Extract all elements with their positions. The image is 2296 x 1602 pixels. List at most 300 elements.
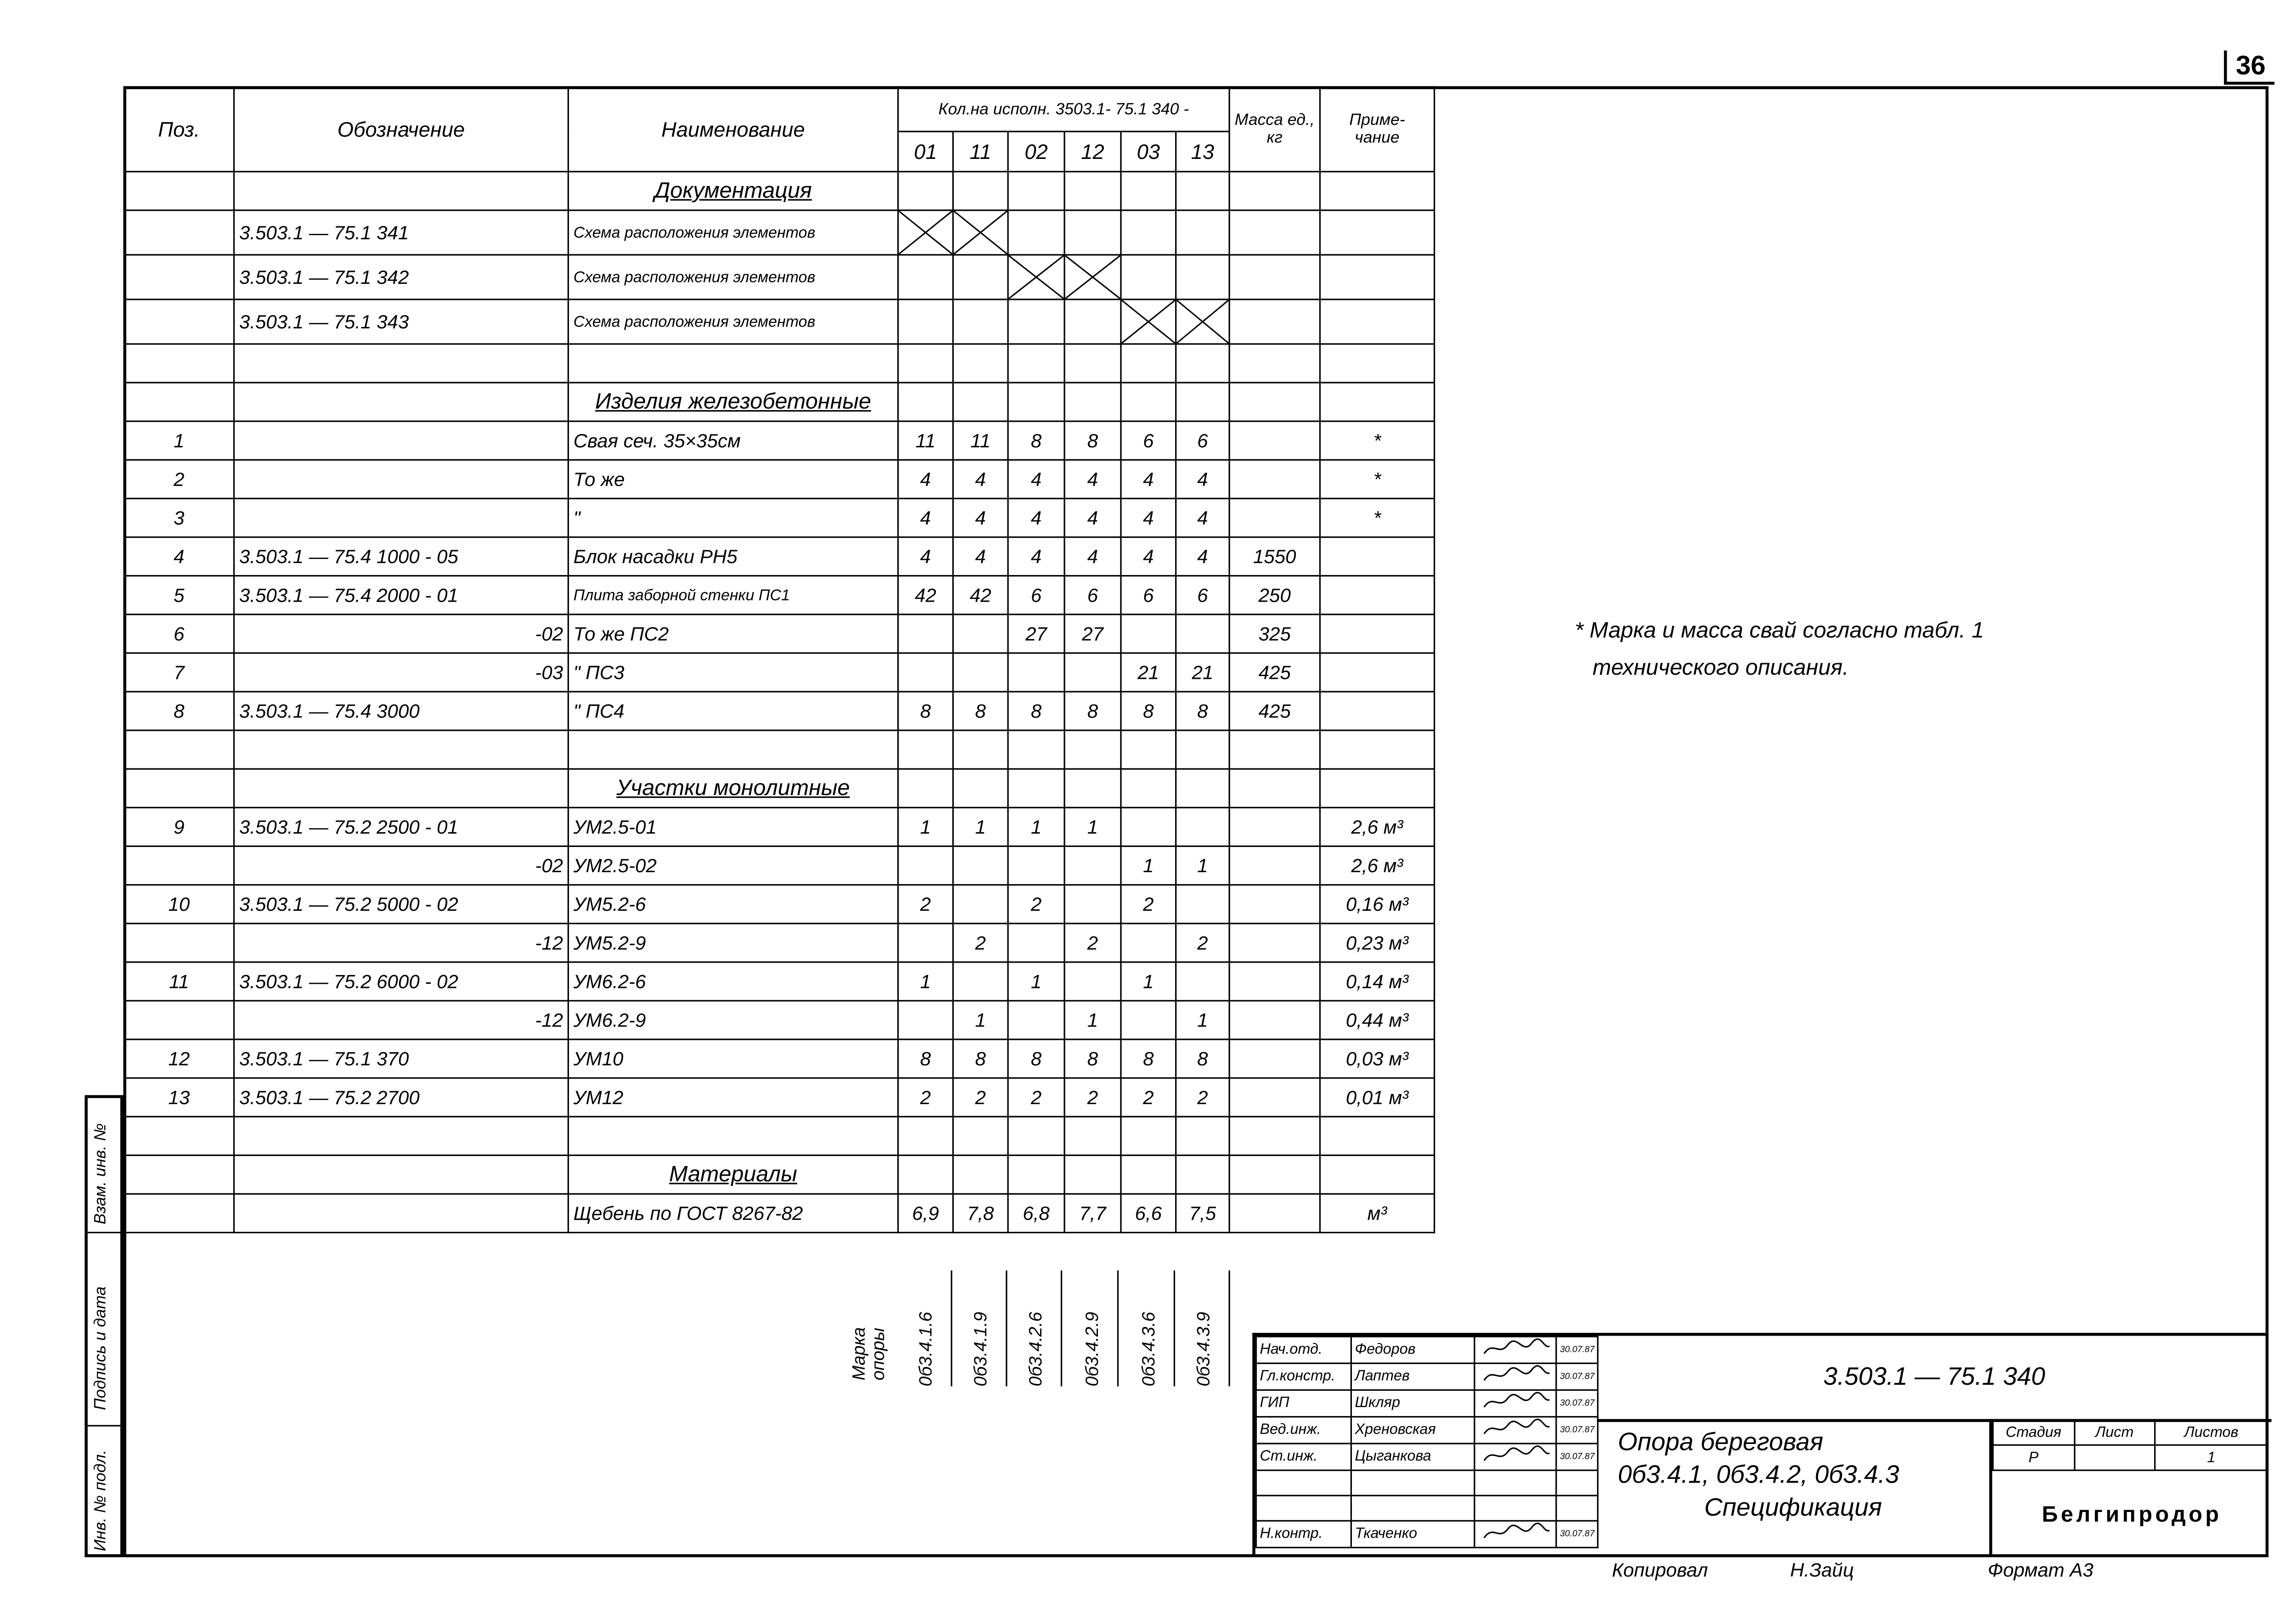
- cell-note: 0,03 м³: [1320, 1039, 1434, 1078]
- cell-qty: [953, 653, 1008, 692]
- cell-qty: 2: [898, 1078, 953, 1117]
- section-row: [124, 383, 1434, 421]
- cell-empty: [1176, 769, 1229, 807]
- cell-designation: 3.503.1 — 75.4 2000 - 01: [234, 576, 568, 615]
- cell-name: [568, 1117, 898, 1155]
- cell-empty: [234, 1155, 568, 1194]
- title-block: [1252, 1333, 2268, 1557]
- cell-qty: [1008, 1001, 1064, 1039]
- cell-designation: [234, 344, 568, 383]
- cell-qty: 8: [953, 1039, 1008, 1078]
- signer-role: ГИП: [1256, 1390, 1351, 1417]
- cell-note: *: [1320, 421, 1434, 460]
- cell-qty: 6: [1176, 576, 1229, 615]
- cell-pos: 3: [124, 498, 234, 537]
- cell-empty: [1176, 383, 1229, 421]
- cell-empty: [1064, 769, 1121, 807]
- cell-qty: 8: [1064, 692, 1121, 730]
- cell-qty: [1121, 615, 1176, 653]
- table-row: [124, 885, 1434, 924]
- cell-qty: 7,8: [953, 1194, 1008, 1232]
- cell-qty: [953, 615, 1008, 653]
- footnote: [1575, 612, 1984, 687]
- cell-qty: [1176, 615, 1229, 653]
- cell-qty-crossed: [1008, 255, 1064, 299]
- cell-pos: [124, 924, 234, 962]
- cell-qty: [1008, 653, 1064, 692]
- cell-qty: [1176, 344, 1229, 383]
- signer-row: [1256, 1363, 1598, 1390]
- signature: [1474, 1470, 1556, 1495]
- cell-qty: 4: [1121, 537, 1176, 576]
- cell-qty: [898, 653, 953, 692]
- cell-qty-crossed: [1064, 255, 1121, 299]
- cell-designation: 3.503.1 — 75.2 2700: [234, 1078, 568, 1117]
- cell-mass: [1229, 1001, 1320, 1039]
- cell-mass: [1229, 460, 1320, 498]
- cell-qty: 4: [898, 460, 953, 498]
- header-name: Наименование: [568, 87, 898, 171]
- cell-empty: [1121, 383, 1176, 421]
- cell-empty: [1229, 172, 1320, 210]
- table-row: [124, 460, 1434, 498]
- table-row: [124, 299, 1434, 344]
- table-row: [124, 924, 1434, 962]
- cell-qty: [1064, 299, 1121, 344]
- cell-qty: 2: [1008, 1078, 1064, 1117]
- cell-mass: [1229, 1117, 1320, 1155]
- signer-role: [1256, 1495, 1351, 1521]
- header-variant: 02: [1008, 131, 1064, 171]
- cell-qty: [1121, 924, 1176, 962]
- cell-mass: [1229, 962, 1320, 1001]
- header-variant: 13: [1176, 131, 1229, 171]
- cell-qty: [1008, 344, 1064, 383]
- signature-scribble-icon: [1478, 1444, 1553, 1465]
- cell-qty: 11: [898, 421, 953, 460]
- cell-qty: 4: [1008, 537, 1064, 576]
- cross-mark-icon: [1122, 300, 1175, 344]
- cell-qty: 2: [953, 924, 1008, 962]
- support-mark-cell: [1064, 1270, 1119, 1386]
- cell-designation: [234, 1117, 568, 1155]
- cell-qty: 1: [953, 807, 1008, 846]
- cell-note: [1320, 653, 1434, 692]
- cross-mark-icon: [1009, 255, 1064, 299]
- cell-note: 2,6 м³: [1320, 846, 1434, 885]
- cell-name: [568, 730, 898, 769]
- cell-designation: -12: [234, 924, 568, 962]
- cell-name: То же: [568, 460, 898, 498]
- support-mark: 0б3.4.1.6: [915, 1312, 936, 1387]
- stamp-sign-date: Подпись и дата: [92, 1286, 110, 1410]
- cell-name: " ПС4: [568, 692, 898, 730]
- cell-name: Свая сеч. 35×35см: [568, 421, 898, 460]
- cell-qty: 42: [898, 576, 953, 615]
- cell-empty: [234, 383, 568, 421]
- cell-name: УМ2.5-01: [568, 807, 898, 846]
- cell-pos: 10: [124, 885, 234, 924]
- cell-qty: 1: [1064, 807, 1121, 846]
- cell-note: 0,01 м³: [1320, 1078, 1434, 1117]
- sheet-value: [2074, 1445, 2155, 1470]
- cell-qty: 2: [1064, 1078, 1121, 1117]
- cell-pos: 12: [124, 1039, 234, 1078]
- cell-pos: [124, 730, 234, 769]
- cell-qty: 6: [1121, 421, 1176, 460]
- cell-qty: [1176, 730, 1229, 769]
- cell-qty: [1008, 924, 1064, 962]
- cell-name: УМ6.2-9: [568, 1001, 898, 1039]
- cell-qty: 6: [1008, 576, 1064, 615]
- section-row: [124, 769, 1434, 807]
- table-row: [124, 421, 1434, 460]
- cell-qty: 2: [1176, 924, 1229, 962]
- cell-name: УМ6.2-6: [568, 962, 898, 1001]
- header-qty-group: Кол.на исполн. 3503.1- 75.1 340 -: [898, 87, 1229, 131]
- cell-qty: [898, 1117, 953, 1155]
- signature: [1474, 1363, 1556, 1390]
- table-row: [124, 807, 1434, 846]
- signer-role: Гл.констр.: [1256, 1363, 1351, 1390]
- header-pos: Поз.: [124, 87, 234, 171]
- cell-qty: [953, 255, 1008, 299]
- cell-note: 0,44 м³: [1320, 1001, 1434, 1039]
- cell-empty: [1064, 172, 1121, 210]
- cell-qty: 2: [1121, 885, 1176, 924]
- cell-empty: [124, 769, 234, 807]
- signer-role: Нач.отд.: [1256, 1337, 1351, 1363]
- support-mark-cell: [1175, 1270, 1230, 1386]
- cell-qty: [1064, 1117, 1121, 1155]
- cell-qty: 4: [1121, 460, 1176, 498]
- signer-row: [1256, 1337, 1598, 1363]
- cell-qty-crossed: [898, 210, 953, 255]
- cell-mass: [1229, 421, 1320, 460]
- cell-qty: 42: [953, 576, 1008, 615]
- stage-value: Р: [1993, 1445, 2074, 1470]
- signature: [1474, 1417, 1556, 1444]
- cell-qty: 1: [1176, 1001, 1229, 1039]
- cell-note: м³: [1320, 1194, 1434, 1232]
- table-row: [124, 498, 1434, 537]
- cell-empty: [898, 769, 953, 807]
- header-mass: Масса ед., кг: [1229, 87, 1320, 171]
- table-row: [124, 1039, 1434, 1078]
- cell-pos: [124, 1117, 234, 1155]
- cell-qty: 21: [1176, 653, 1229, 692]
- cell-qty: [1008, 846, 1064, 885]
- header-note: Приме- чание: [1320, 87, 1434, 171]
- cell-name: УМ2.5-02: [568, 846, 898, 885]
- cell-note: *: [1320, 498, 1434, 537]
- copied-label: Копировал: [1612, 1558, 1708, 1581]
- sign-date: 30.07.87: [1556, 1417, 1598, 1444]
- cell-mass: 1550: [1229, 537, 1320, 576]
- cell-designation: 3.503.1 — 75.4 1000 - 05: [234, 537, 568, 576]
- cell-empty: [1176, 172, 1229, 210]
- sign-date: 30.07.87: [1556, 1444, 1598, 1470]
- table-row: [124, 615, 1434, 653]
- table-row: [124, 210, 1434, 255]
- sign-date: 30.07.87: [1556, 1521, 1598, 1547]
- cell-empty: [898, 1155, 953, 1194]
- cell-qty: 8: [1121, 1039, 1176, 1078]
- cell-note: [1320, 537, 1434, 576]
- cell-qty: 6: [1176, 421, 1229, 460]
- section-title: Участки монолитные: [568, 769, 898, 807]
- title-line: Опора береговая: [1618, 1428, 1823, 1456]
- cell-qty: [1008, 299, 1064, 344]
- cell-qty: 2: [953, 1078, 1008, 1117]
- table-row: [124, 1194, 1434, 1232]
- cell-qty: [898, 730, 953, 769]
- cell-mass: [1229, 807, 1320, 846]
- footnote-line: * Марка и масса свай согласно табл. 1: [1575, 618, 1984, 643]
- signer-row: [1256, 1390, 1598, 1417]
- cell-empty: [1121, 769, 1176, 807]
- cell-note: *: [1320, 460, 1434, 498]
- table-row: [124, 962, 1434, 1001]
- cell-name: УМ5.2-9: [568, 924, 898, 962]
- cell-designation: [234, 460, 568, 498]
- cell-qty: 8: [898, 1039, 953, 1078]
- cell-designation: -02: [234, 615, 568, 653]
- cell-pos: [124, 299, 234, 344]
- cell-empty: [1320, 769, 1434, 807]
- cell-pos: 2: [124, 460, 234, 498]
- signature: [1474, 1521, 1556, 1547]
- cell-qty: [1008, 730, 1064, 769]
- cell-qty: [1176, 255, 1229, 299]
- cell-note: [1320, 576, 1434, 615]
- cell-designation: 3.503.1 — 75.1 343: [234, 299, 568, 344]
- cell-qty: 8: [1176, 692, 1229, 730]
- sign-date: 30.07.87: [1556, 1337, 1598, 1363]
- cell-mass: [1229, 924, 1320, 962]
- cell-note: 0,14 м³: [1320, 962, 1434, 1001]
- cell-qty: [1121, 344, 1176, 383]
- cell-pos: [124, 846, 234, 885]
- signer-role: Ст.инж.: [1256, 1444, 1351, 1470]
- copied-signature: Н.Зайц: [1790, 1558, 1854, 1581]
- cross-mark-icon: [899, 211, 952, 254]
- cell-qty: 6: [1121, 576, 1176, 615]
- cell-qty: [898, 255, 953, 299]
- signers-table: [1255, 1336, 1599, 1548]
- cell-qty: 4: [953, 537, 1008, 576]
- support-mark-cell: [1007, 1270, 1062, 1386]
- cell-designation: -03: [234, 653, 568, 692]
- cell-designation: 3.503.1 — 75.2 5000 - 02: [234, 885, 568, 924]
- cell-qty: 8: [898, 692, 953, 730]
- cell-qty: 6,8: [1008, 1194, 1064, 1232]
- cell-note: [1320, 210, 1434, 255]
- cell-qty: 2: [1121, 1078, 1176, 1117]
- cell-qty: 1: [1121, 846, 1176, 885]
- cell-qty: 1: [898, 962, 953, 1001]
- cell-qty: [898, 846, 953, 885]
- table-row: [124, 1078, 1434, 1117]
- cell-qty: [1176, 807, 1229, 846]
- cell-mass: [1229, 498, 1320, 537]
- signature-scribble-icon: [1478, 1364, 1553, 1385]
- section-row: [124, 172, 1434, 210]
- cell-qty: 8: [1064, 421, 1121, 460]
- cell-note: [1320, 730, 1434, 769]
- cell-qty: 7,7: [1064, 1194, 1121, 1232]
- cell-qty: 4: [953, 460, 1008, 498]
- cell-note: [1320, 299, 1434, 344]
- cell-qty: [898, 1001, 953, 1039]
- cell-name: Схема расположения элементов: [568, 255, 898, 299]
- signer-name: Федоров: [1351, 1337, 1474, 1363]
- cell-designation: [234, 421, 568, 460]
- table-row: [124, 255, 1434, 299]
- cell-mass: [1229, 1194, 1320, 1232]
- signature-scribble-icon: [1478, 1522, 1553, 1542]
- sheets-label: Листов: [2155, 1420, 2268, 1445]
- signature: [1474, 1495, 1556, 1521]
- signer-row: [1256, 1417, 1598, 1444]
- cell-qty: 6: [1064, 576, 1121, 615]
- cell-mass: [1229, 1078, 1320, 1117]
- cell-pos: [124, 1194, 234, 1232]
- cell-designation: -12: [234, 1001, 568, 1039]
- cell-empty: [1008, 769, 1064, 807]
- cell-qty: 1: [1008, 807, 1064, 846]
- header-variant: 11: [953, 131, 1008, 171]
- sheet-label: Лист: [2074, 1420, 2155, 1445]
- cell-pos: 11: [124, 962, 234, 1001]
- support-mark: 0б3.4.2.9: [1081, 1312, 1103, 1387]
- section-title: Изделия железобетонные: [568, 383, 898, 421]
- cell-designation: 3.503.1 — 75.1 342: [234, 255, 568, 299]
- cell-empty: [1229, 769, 1320, 807]
- cell-qty: 11: [953, 421, 1008, 460]
- cell-qty: 4: [1121, 498, 1176, 537]
- cell-designation: 3.503.1 — 75.4 3000: [234, 692, 568, 730]
- cell-qty: 4: [1064, 537, 1121, 576]
- table-row: [124, 846, 1434, 885]
- cell-name: Блок насадки РН5: [568, 537, 898, 576]
- document-title: [1597, 1419, 1992, 1557]
- table-row: [124, 1117, 1434, 1155]
- cell-pos: 4: [124, 537, 234, 576]
- cell-note: [1320, 344, 1434, 383]
- page-number: 36: [2224, 51, 2274, 85]
- section-title: Материалы: [568, 1155, 898, 1194]
- signer-name: [1351, 1470, 1474, 1495]
- left-stamp: [84, 1095, 123, 1557]
- specification-table: [124, 86, 1435, 1234]
- cell-pos: [124, 210, 234, 255]
- title-line: Спецификация: [1704, 1493, 1882, 1522]
- table-row: [124, 576, 1434, 615]
- cell-empty: [1320, 1155, 1434, 1194]
- cell-qty: 2: [898, 885, 953, 924]
- cell-mass: 250: [1229, 576, 1320, 615]
- cell-qty: 2: [1008, 885, 1064, 924]
- cell-empty: [234, 172, 568, 210]
- cell-qty: 6,9: [898, 1194, 953, 1232]
- cell-note: 2,6 м³: [1320, 807, 1434, 846]
- cell-qty: [953, 730, 1008, 769]
- cell-note: [1320, 1117, 1434, 1155]
- cell-mass: [1229, 299, 1320, 344]
- cell-qty: [1176, 885, 1229, 924]
- cell-name: УМ5.2-6: [568, 885, 898, 924]
- signer-name: [1351, 1495, 1474, 1521]
- sign-date: 30.07.87: [1556, 1363, 1598, 1390]
- signer-name: Лаптев: [1351, 1363, 1474, 1390]
- stamp-replacement-inv: Взам. инв. №: [92, 1123, 110, 1224]
- cell-mass: [1229, 1039, 1320, 1078]
- signer-name: Ткаченко: [1351, 1521, 1474, 1547]
- support-mark-label-cell: [844, 1270, 897, 1386]
- cell-qty-crossed: [953, 210, 1008, 255]
- cell-mass: [1229, 255, 1320, 299]
- cell-name: Щебень по ГОСТ 8267-82: [568, 1194, 898, 1232]
- cell-qty: 4: [1176, 498, 1229, 537]
- cell-qty: 27: [1064, 615, 1121, 653]
- cell-qty: [1121, 255, 1176, 299]
- table-row: [124, 1001, 1434, 1039]
- support-mark: 0б3.4.1.9: [970, 1312, 991, 1387]
- cell-mass: 325: [1229, 615, 1320, 653]
- cell-qty-crossed: [1121, 299, 1176, 344]
- cell-empty: [898, 172, 953, 210]
- cell-empty: [1008, 1155, 1064, 1194]
- cell-qty: [1064, 653, 1121, 692]
- signer-row: [1256, 1495, 1598, 1521]
- cell-qty: [1064, 962, 1121, 1001]
- cell-empty: [124, 1155, 234, 1194]
- cell-pos: [124, 255, 234, 299]
- signer-name: Шкляр: [1351, 1390, 1474, 1417]
- cell-qty: [898, 924, 953, 962]
- cell-qty: [953, 885, 1008, 924]
- cell-name: УМ10: [568, 1039, 898, 1078]
- sign-date: 30.07.87: [1556, 1390, 1598, 1417]
- table-row: [124, 653, 1434, 692]
- cell-qty: [1176, 1117, 1229, 1155]
- signer-row: [1256, 1521, 1598, 1547]
- cell-qty: [1008, 210, 1064, 255]
- section-row: [124, 1155, 1434, 1194]
- cell-empty: [953, 769, 1008, 807]
- cell-qty: [953, 299, 1008, 344]
- cell-name: ": [568, 498, 898, 537]
- cell-empty: [1229, 1155, 1320, 1194]
- cell-qty: 4: [1008, 460, 1064, 498]
- cell-pos: 5: [124, 576, 234, 615]
- signature: [1474, 1444, 1556, 1470]
- cell-name: То же ПС2: [568, 615, 898, 653]
- table-row: [124, 537, 1434, 576]
- signer-row: [1256, 1444, 1598, 1470]
- cell-designation: [234, 498, 568, 537]
- cell-empty: [124, 383, 234, 421]
- cell-qty: 4: [1064, 460, 1121, 498]
- header-variant: 03: [1121, 131, 1176, 171]
- cell-empty: [1008, 383, 1064, 421]
- signature: [1474, 1390, 1556, 1417]
- cell-name: " ПС3: [568, 653, 898, 692]
- signer-role: Вед.инж.: [1256, 1417, 1351, 1444]
- cross-mark-icon: [1065, 255, 1120, 299]
- cell-designation: 3.503.1 — 75.1 341: [234, 210, 568, 255]
